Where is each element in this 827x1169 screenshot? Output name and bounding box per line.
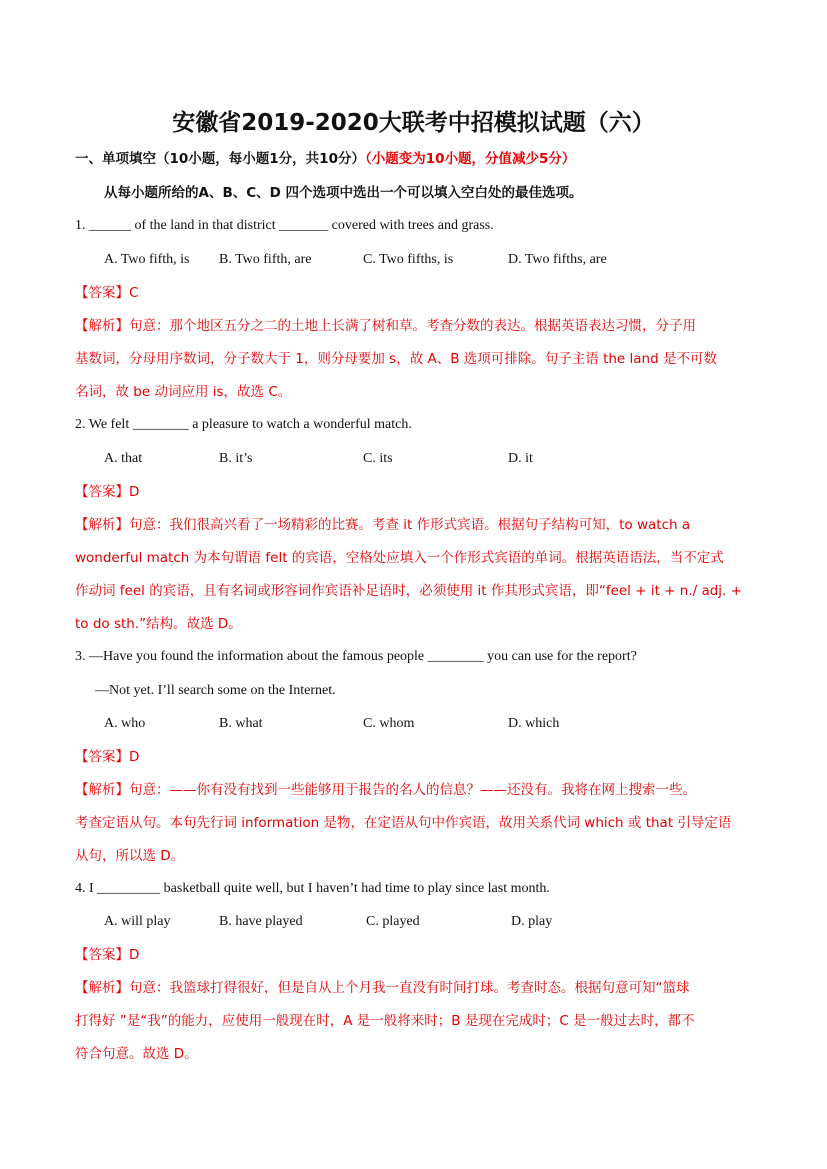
question-stem: 2. We felt ________ a pleasure to watch a wonderful match.: [75, 417, 412, 432]
answer: 【答案】D: [75, 484, 140, 500]
option-c: C. played: [366, 914, 420, 929]
option-a: A. who: [104, 716, 146, 731]
analysis-line: 【解析】句意：那个地区五分之二的土地上长满了树和草。考查分数的表达。根据英语表达习惯，分子用: [75, 318, 696, 334]
option-b: B. it’s: [219, 451, 253, 466]
section-note: （小题变为10小题，分值减少5分）: [364, 151, 576, 167]
analysis-line: 从句，所以选 D。: [75, 848, 185, 864]
question-stem: 1. ______ of the land in that district _______ covered with trees and grass.: [75, 218, 494, 233]
answer: 【答案】C: [75, 285, 139, 301]
analysis-line: 【解析】句意：我篮球打得很好，但是自从上个月我一直没有时间打球。考查时态。根据句意可知“篮球: [75, 980, 690, 996]
option-a: A. Two fifth, is: [104, 252, 190, 267]
analysis-line: 基数词，分母用序数词，分子数大于 1，则分母要加 s，故 A、B 选项可排除。句子主语 the land 是不可数: [75, 351, 717, 367]
option-b: B. Two fifth, are: [219, 252, 312, 267]
page-title: 安徽省2019-2020大联考中招模拟试题（六）: [172, 110, 655, 136]
option-d: D. it: [508, 451, 533, 466]
analysis-line: wonderful match 为本句谓语 felt 的宾语，空格处应填入一个作形式宾语的单词。根据英语语法，当不定式: [75, 550, 724, 566]
analysis-line: 符合句意。故选 D。: [75, 1046, 198, 1062]
answer: 【答案】D: [75, 749, 140, 765]
analysis-line: 名词，故 be 动词应用 is，故选 C。: [75, 384, 292, 400]
option-d: D. which: [508, 716, 560, 731]
section-heading: 一、单项填空（10小题，每小题1分，共10分）: [75, 151, 365, 167]
option-d: D. Two fifths, are: [508, 252, 607, 267]
option-c: C. its: [363, 451, 393, 466]
analysis-line: 考查定语从句。本句先行词 information 是物，在定语从句中作宾语，故用关系代词 which 或 that 引导定语: [75, 815, 732, 831]
option-c: C. whom: [363, 716, 415, 731]
analysis-line: 作动词 feel 的宾语，且有名词或形容词作宾语补足语时，必须使用 it 作其形式宾语，即“feel + it + n./ adj. +: [75, 583, 742, 599]
option-d: D. play: [511, 914, 553, 929]
option-c: C. Two fifths, is: [363, 252, 454, 267]
option-a: A. will play: [104, 914, 171, 929]
question-stem-reply: —Not yet. I’ll search some on the Internet.: [95, 683, 336, 698]
section-instruction: 从每小题所给的A、B、C、D 四个选项中选出一个可以填入空白处的最佳选项。: [104, 185, 583, 201]
option-b: B. what: [219, 716, 263, 731]
analysis-line: 【解析】句意：我们很高兴看了一场精彩的比赛。考查 it 作形式宾语。根据句子结构可知，to watch a: [75, 517, 691, 533]
answer: 【答案】D: [75, 947, 140, 963]
option-a: A. that: [104, 451, 143, 466]
option-b: B. have played: [219, 914, 303, 929]
analysis-line: 打得好 ”是“我”的能力，应使用一般现在时，A 是一般将来时；B 是现在完成时；C 是一般过去时，都不: [75, 1013, 695, 1029]
section-heading-line: [75, 150, 575, 168]
question-stem: 4. I _________ basketball quite well, but I haven’t had time to play since last month.: [75, 881, 550, 896]
question-stem: 3. —Have you found the information about the famous people ________ you can use for the report?: [75, 649, 637, 664]
analysis-line: 【解析】句意：——你有没有找到一些能够用于报告的名人的信息？——还没有。我将在网上搜索一些。: [75, 782, 696, 798]
analysis-line: to do sth.”结构。故选 D。: [75, 616, 242, 632]
